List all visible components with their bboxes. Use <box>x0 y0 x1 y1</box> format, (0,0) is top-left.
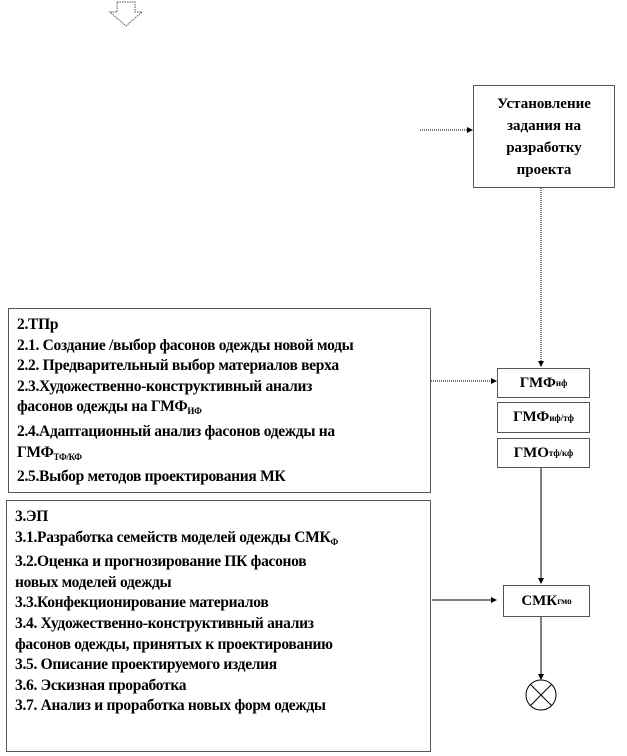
ep-item: 3.7. Анализ и проработка новых форм одежды <box>15 697 326 715</box>
ep-item: 3.2.Оценка и прогнозирование ПК фасонов <box>15 553 307 571</box>
tpr-item-text: фасонов одежды на ГМФ <box>17 398 188 416</box>
tpr-item: 2.3.Художественно-конструктивный анализ <box>17 377 313 395</box>
node-label: ГМФ <box>513 409 550 425</box>
tpr-item <box>17 443 422 468</box>
tpr-box <box>8 308 431 493</box>
tpr-item: 2.4.Адаптационный анализ фасонов одежды на <box>17 422 335 440</box>
node-label: СМК <box>521 592 558 609</box>
node-gmo-tf-kf <box>497 438 590 468</box>
hollow-down-arrow-icon <box>110 2 142 26</box>
task-label: Установление задания на разработку проекта <box>497 95 591 178</box>
subscript: иф/тф <box>549 412 574 423</box>
tpr-item-text: ГМФ <box>17 443 54 461</box>
subscript: ТФ/КФ <box>53 451 82 462</box>
ep-item: 3.4. Художественно-конструктивный анализ <box>15 614 314 632</box>
tpr-item <box>17 397 422 422</box>
tpr-item: 2.2. Предварительный выбор материалов верха <box>17 357 339 375</box>
tpr-item: 2.5.Выбор методов проектирования МК <box>17 468 286 486</box>
subscript: ИФ <box>187 406 202 417</box>
subscript: иф <box>555 378 568 388</box>
node-label: ГМО <box>513 444 549 461</box>
ep-item: фасонов одежды, принятых к проектированию <box>15 635 333 653</box>
node-gmf-if-tf <box>497 402 590 433</box>
node-label: ГМФ <box>519 374 556 391</box>
end-circle-x-icon <box>526 680 556 710</box>
subscript: тф/кф <box>548 448 574 458</box>
ep-item: 3.5. Описание проектируемого изделия <box>15 656 277 674</box>
ep-item: 3.3.Конфекционирование материалов <box>15 594 269 612</box>
tpr-item: 2.1. Создание /выбор фасонов одежды новой моды <box>17 336 354 354</box>
ep-item: 3.6. Эскизная проработка <box>15 676 187 694</box>
node-gmf-if <box>497 368 590 398</box>
subscript: Ф <box>330 536 338 547</box>
ep-item: новых моделей одежды <box>15 573 172 591</box>
ep-item <box>15 528 422 553</box>
ep-box <box>6 500 431 752</box>
subscript: гмо <box>557 596 572 606</box>
task-box <box>473 85 615 188</box>
node-smk-gmo <box>503 585 590 617</box>
ep-title: 3.ЭП <box>15 508 48 525</box>
ep-item-text: 3.1.Разработка семейств моделей одежды СМК <box>15 528 331 546</box>
tpr-title: 2.ТПр <box>17 316 59 333</box>
